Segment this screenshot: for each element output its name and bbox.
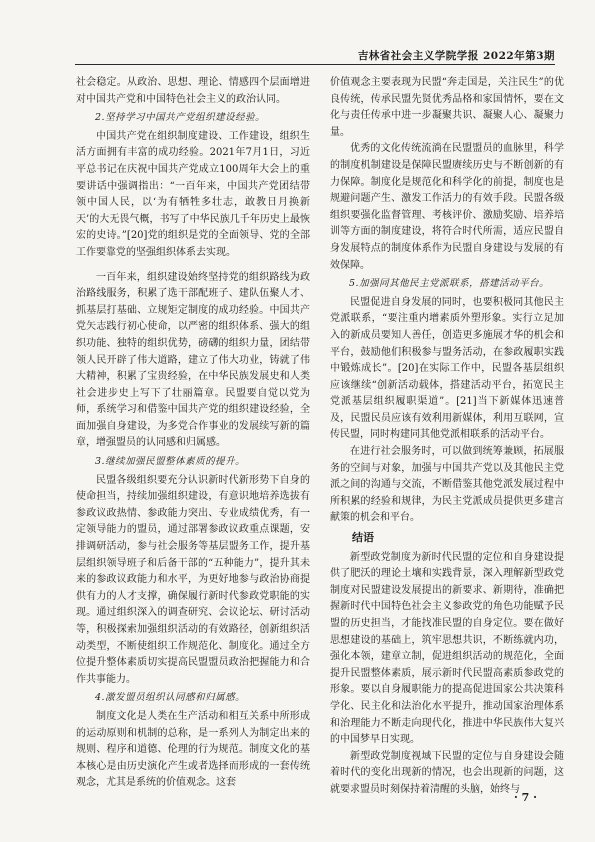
paragraph: 一百年来，组织建设始终坚持党的组织路线为政治路线服务，积累了选干部配班子、建队伍聚人才、抓基层打基础、立规矩定制度的成功经验。中国共产党矢志践行初心使命，以严密的组织体系、强大的组织功能、独特的组织优势，磅礴的组织力量，团结带领人民开辟了伟大道路，建立了伟大功业，铸就了伟大精神，积累了宝贵经验，在中华民族发展史和人类社会进步史上写下了壮丽篇章。民盟要自觉以党为师，系统学习和借鉴中国共产党的组织建设经验，全面加强自身建设，为多党合作事业的发展续写新的篇章，增强盟员的认同感和归属感。 [76,271,310,449]
paragraph: 民盟促进自身发展的同时，也要积极同其他民主党派联系，“要注重内增素质外塑形象。实行立足加入的新成员要知人善任，创造更多施展才华的机会和平台，鼓励他们积极参与盟务活动，在参政履职实践中锻炼成长”。[20]在实际工作中，民盟各基层组织应该继续“创新活动载体，搭建活动平台，拓宽民主党派基层组织履职渠道”。[21]当下新媒体迅速普及，民盟民员应该有效利用新媒体，利用互联网，宣传民盟，同时构建同其他党派相联系的活动平台。 [330,296,564,441]
left-column [76,75,310,792]
section-heading: 3.继续加强民盟整体素质的提升。 [95,456,246,468]
paragraph: 民盟各级组织要充分认识新时代新形势下自身的使命担当，持续加强组织建设，有意识地培养选拔有参政议政热情、参政能力突出、专业成绩优秀，有一定领导能力的盟员，通过部署参政议政重点课题，安排调研活动，参与社会服务等基层盟务工作，提升基层组织领导班子和后备干部的“五种能力”，提升其未来的参政议政能力和水平，为更好地参与政治协商提供有力的人才支撑，确保履行新时代参政党职能的实现。通过组织深入的调查研究、会议论坛、研讨活动等，积极探索加强组织活动的有效路径，创新组织活动类型，不断使组织工作规范化、制度化。通过全方位提升整体素质切实提高民盟盟员政治把握能力和合作共事能力。 [76,474,310,685]
section-heading: 4.激发盟员组织认同感和归属感。 [95,692,246,704]
paragraph: 新型政党制度视域下民盟的定位与自身建设会随着时代的变化出现新的情况，也会出现新的问题，这就要求盟员时刻保持着清醒的头脑，始终与 [330,750,564,795]
paragraph: 制度文化是人类在生产活动和相互关系中所形成的运动原则和机制的总称，是一系列人为制定出来的规则、程序和道德、伦理的行为规范。制度文化的基本核心是由历史演化产生或者选择而形成的一套传统观念，尤其是系统的价值观念。这套 [76,710,310,789]
paragraph: 在进行社会服务时，可以做到统筹兼顾，拓展服务的空间与对象，加强与中国共产党以及其他民主党派之间的沟通与交流，不断借鉴其他党派发展过程中所积累的经验和规律，为民主党派成员提供更多建言献策的机会和平台。 [330,446,564,524]
section-heading: 2.坚持学习中国共产党组织建设经验。 [95,112,266,124]
paragraph: 社会稳定。从政治、思想、理论、情感四个层面增进对中国共产党和中国特色社会主义的政治认同。 [76,77,310,105]
journal-header: 吉林省社会主义学院学报 2022年第3期 [357,50,555,62]
header-rule [75,64,555,65]
section-heading: 5.加强同其他民主党派联系，搭建活动平台。 [349,278,550,290]
paragraph: 新型政党制度为新时代民盟的定位和自身建设提供了肥沃的理论土壤和实践背景，深入理解新型政党制度对民盟建设发展提出的新要求、新期待，准确把握新时代中国特色社会主义参政党的角色功能赋予民盟的历史担当，才能找准民盟的自身定位。要在做好思想建设的基础上，筑牢思想共识，不断练就内功，强化本领，建章立制，促进组织活动的规范化，全面提升民盟整体素质，展示新时代民盟高素质参政党的形象。要以自身履职能力的提高促进国家公共决策科学化、民主化和法治化水平提升，推动国家治理体系和治理能力不断走向现代化，推进中华民族伟大复兴的中国梦早日实现。 [330,551,564,746]
paragraph: 中国共产党在组织制度建设、工作建设，组织生活方面拥有丰富的成功经验。2021年7月1日，习近平总书记在庆祝中国共产党成立100周年大会上的重要讲话中强调指出：“一百年来，中国共产党团结带领中国人民，以‘为有牺牲多壮志，敢教日月换新天’的大无畏气概，书写了中华民族几千年历史上最恢宏的史诗。”[20]党的组织是党的全面领导、党的全部工作要靠党的坚强组织体系去实现。 [76,130,310,258]
right-column [330,75,564,799]
conclusion-heading: 结语 [352,531,374,545]
paragraph: 优秀的文化传统流淌在民盟盟员的血脉里，科学的制度机制建设是保障民盟赓续历史与不断创新的有力保障。制度化是规范化和科学化的前提，制度也是规避问题产生、激发工作活力的有效手段。民盟各级组织要强化监督管理、考核评价、激励奖励、培养培训等方面的制度建设，将符合时代所需，适应民盟自身发展特点的制度体系作为民盟自身建设与发展的有效保障。 [330,143,564,271]
paragraph: 价值观念主要表现为民盟“奔走国是，关注民生”的优良传统，传承民盟先贤优秀品格和家国情怀，要在文化与责任传承中进一步凝聚共识、凝聚人心、凝聚力量。 [330,77,564,138]
page-number: · 7 · [514,791,537,804]
